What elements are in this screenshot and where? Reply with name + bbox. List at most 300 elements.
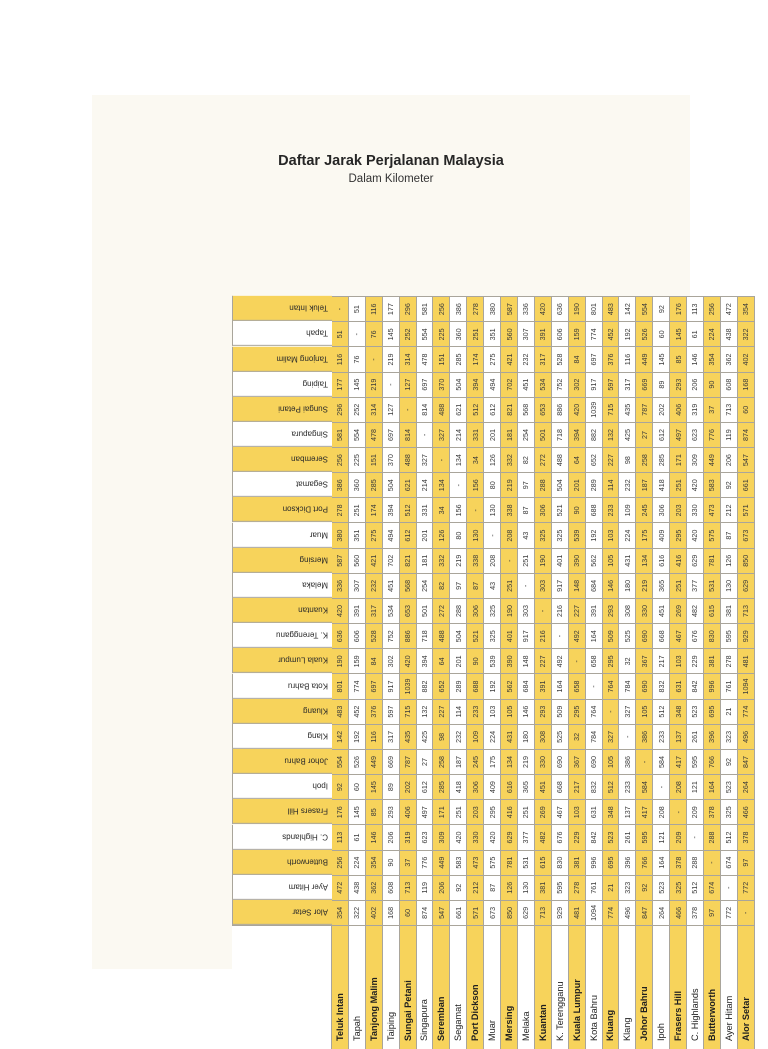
distance-cell: 713 <box>400 875 417 900</box>
distance-cell: 43 <box>518 523 535 548</box>
distance-cell: 781 <box>704 548 721 573</box>
distance-cell: 82 <box>433 573 450 598</box>
distance-cell: 381 <box>535 875 552 900</box>
distance-cell: 917 <box>383 673 400 698</box>
distance-cell: 376 <box>366 699 383 724</box>
distance-cell: 251 <box>450 799 467 824</box>
distance-cell: 214 <box>450 422 467 447</box>
distance-cell: 377 <box>518 824 535 849</box>
distance-cell: 636 <box>332 623 349 648</box>
distance-cell: 354 <box>332 900 349 925</box>
row-header-city: Muar <box>484 925 501 1049</box>
distance-cell: 772 <box>738 875 755 900</box>
distance-cell: 661 <box>450 900 467 925</box>
column-header-city: Kuantan <box>232 598 332 623</box>
distance-cell: 425 <box>417 724 434 749</box>
distance-cell: 201 <box>484 422 501 447</box>
distance-cell: 206 <box>433 875 450 900</box>
distance-cell: 584 <box>636 774 653 799</box>
distance-cell: 317 <box>366 598 383 623</box>
distance-cell: 483 <box>603 296 620 321</box>
distance-cell: 217 <box>569 774 586 799</box>
distance-cell: 526 <box>349 749 366 774</box>
distance-cell: 227 <box>535 648 552 673</box>
distance-cell: 176 <box>332 799 349 824</box>
distance-cell: 327 <box>417 447 434 472</box>
distance-cell: 362 <box>366 875 383 900</box>
distance-cell: 285 <box>653 447 670 472</box>
distance-cell: 497 <box>670 422 687 447</box>
distance-cell: 251 <box>501 573 518 598</box>
distance-cell: 690 <box>636 673 653 698</box>
distance-cell: 695 <box>603 850 620 875</box>
distance-cell: 351 <box>484 321 501 346</box>
distance-cell: 466 <box>670 900 687 925</box>
distance-cell: 583 <box>450 850 467 875</box>
row-header-city: Port Dickson <box>467 925 484 1049</box>
distance-cell: 119 <box>721 422 738 447</box>
distance-cell: 676 <box>552 824 569 849</box>
distance-cell: 142 <box>332 724 349 749</box>
distance-cell: 308 <box>619 598 636 623</box>
distance-cell: 285 <box>450 346 467 371</box>
distance-cell: 307 <box>349 573 366 598</box>
distance-cell: 126 <box>721 548 738 573</box>
distance-cell: 697 <box>383 422 400 447</box>
distance-cell: 203 <box>467 799 484 824</box>
distance-cell: 164 <box>653 850 670 875</box>
distance-cell: 114 <box>603 472 620 497</box>
distance-cell: 481 <box>569 900 586 925</box>
distance-cell: 416 <box>670 548 687 573</box>
distance-cell: 323 <box>721 724 738 749</box>
distance-cell: 269 <box>535 799 552 824</box>
distance-cell: 232 <box>619 472 636 497</box>
distance-cell: 629 <box>687 548 704 573</box>
distance-cell: 653 <box>400 598 417 623</box>
distance-cell: 164 <box>704 774 721 799</box>
distance-cell: 256 <box>332 850 349 875</box>
distance-cell: 190 <box>501 598 518 623</box>
distance-cell: 130 <box>721 573 738 598</box>
distance-cell: 386 <box>636 724 653 749</box>
distance-cell: 534 <box>383 598 400 623</box>
distance-cell: 92 <box>450 875 467 900</box>
row-header-city: Tanjong Malim <box>366 925 383 1049</box>
row-header-city: Seremban <box>433 925 450 1049</box>
distance-cell: 418 <box>653 472 670 497</box>
distance-cell: 381 <box>721 598 738 623</box>
distance-cell: 354 <box>704 346 721 371</box>
distance-cell: 261 <box>619 824 636 849</box>
distance-cell: 847 <box>636 900 653 925</box>
distance-cell: 92 <box>332 774 349 799</box>
distance-cell: 219 <box>383 346 400 371</box>
distance-cell: 801 <box>586 296 603 321</box>
distance-cell: 145 <box>349 372 366 397</box>
distance-cell: 295 <box>484 799 501 824</box>
distance-cell: 251 <box>467 321 484 346</box>
distance-cell: 449 <box>704 447 721 472</box>
distance-cell: 597 <box>383 699 400 724</box>
distance-cell: 146 <box>603 573 620 598</box>
row-header-city: K. Terengganu <box>552 925 569 1049</box>
distance-cell: 109 <box>619 497 636 522</box>
distance-cell: 449 <box>366 749 383 774</box>
distance-cell: 451 <box>383 573 400 598</box>
distance-cell: 452 <box>349 699 366 724</box>
distance-cell: 772 <box>721 900 738 925</box>
column-header-city: Klang <box>232 724 332 749</box>
distance-table-area <box>232 296 755 1049</box>
distance-cell: 309 <box>687 447 704 472</box>
distance-cell: 521 <box>467 623 484 648</box>
distance-cell: 336 <box>332 573 349 598</box>
distance-cell: 525 <box>552 724 569 749</box>
distance-cell: 814 <box>417 397 434 422</box>
distance-cell: 623 <box>417 824 434 849</box>
distance-cell: 32 <box>569 724 586 749</box>
distance-cell: 668 <box>653 623 670 648</box>
distance-cell: 171 <box>433 799 450 824</box>
distance-cell: 684 <box>586 573 603 598</box>
distance-cell: 254 <box>518 422 535 447</box>
distance-cell: 684 <box>518 673 535 698</box>
distance-cell: 581 <box>332 422 349 447</box>
distance-cell: 60 <box>400 900 417 925</box>
distance-cell: 752 <box>383 623 400 648</box>
distance-cell: 512 <box>400 497 417 522</box>
distance-cell: 145 <box>653 346 670 371</box>
distance-cell: 145 <box>670 321 687 346</box>
distance-cell: 629 <box>501 824 518 849</box>
distance-cell: 256 <box>704 296 721 321</box>
distance-cell: 674 <box>704 875 721 900</box>
distance-cell: 420 <box>332 598 349 623</box>
column-header-city: Butterworth <box>232 850 332 875</box>
distance-cell: 137 <box>619 799 636 824</box>
distance-cell: 229 <box>687 648 704 673</box>
distance-cell: 652 <box>433 673 450 698</box>
distance-cell: 451 <box>518 372 535 397</box>
distance-cell: 92 <box>636 875 653 900</box>
distance-cell: 293 <box>670 372 687 397</box>
distance-cell: 390 <box>501 648 518 673</box>
distance-cell: 391 <box>349 598 366 623</box>
distance-cell: 886 <box>400 623 417 648</box>
distance-cell: 307 <box>518 321 535 346</box>
distance-cell: 325 <box>670 875 687 900</box>
distance-cell: 416 <box>501 799 518 824</box>
distance-cell: 206 <box>383 824 400 849</box>
distance-cell: 512 <box>467 397 484 422</box>
distance-cell: 421 <box>501 346 518 371</box>
distance-cell: 492 <box>552 648 569 673</box>
distance-cell: 331 <box>417 497 434 522</box>
distance-cell: 60 <box>349 774 366 799</box>
distance-cell: 390 <box>569 548 586 573</box>
distance-cell: 302 <box>383 648 400 673</box>
distance-cell: 127 <box>400 372 417 397</box>
distance-cell: 449 <box>433 850 450 875</box>
distance-cell: 90 <box>569 497 586 522</box>
column-header-city: Alor Setar <box>232 900 332 925</box>
distance-cell: - <box>450 472 467 497</box>
distance-cell: 832 <box>586 774 603 799</box>
distance-cell: 354 <box>738 296 755 321</box>
distance-cell: 467 <box>670 623 687 648</box>
distance-cell: 612 <box>484 397 501 422</box>
distance-cell: 21 <box>721 699 738 724</box>
distance-cell: 97 <box>704 900 721 925</box>
distance-cell: 338 <box>467 548 484 573</box>
distance-cell: 523 <box>721 774 738 799</box>
distance-cell: 478 <box>366 422 383 447</box>
distance-cell: 219 <box>366 372 383 397</box>
distance-cell: 488 <box>433 397 450 422</box>
distance-cell: 418 <box>450 774 467 799</box>
distance-cell: 378 <box>687 900 704 925</box>
row-header-city: C. Highlands <box>687 925 704 1049</box>
distance-cell: 776 <box>417 850 434 875</box>
distance-cell: 338 <box>501 497 518 522</box>
distance-cell: 322 <box>738 321 755 346</box>
distance-cell: 348 <box>670 699 687 724</box>
distance-cell: 175 <box>484 749 501 774</box>
distance-cell: 224 <box>704 321 721 346</box>
row-header-city: Tapah <box>349 925 366 1049</box>
distance-cell: 145 <box>383 321 400 346</box>
distance-cell: 219 <box>636 573 653 598</box>
row-header-city: Kluang <box>603 925 620 1049</box>
distance-cell: 425 <box>619 422 636 447</box>
distance-cell: 203 <box>670 497 687 522</box>
column-header-city: Seremban <box>232 447 332 472</box>
distance-cell: 420 <box>484 824 501 849</box>
distance-cell: 497 <box>417 799 434 824</box>
distance-cell: 61 <box>687 321 704 346</box>
distance-cell: 219 <box>518 749 535 774</box>
distance-cell: 381 <box>704 648 721 673</box>
distance-cell: 494 <box>484 372 501 397</box>
distance-cell: 360 <box>349 472 366 497</box>
distance-cell: 847 <box>738 749 755 774</box>
distance-cell: 109 <box>467 724 484 749</box>
distance-cell: 306 <box>467 774 484 799</box>
distance-cell: 261 <box>687 724 704 749</box>
distance-cell: 451 <box>535 774 552 799</box>
distance-cell: 496 <box>738 724 755 749</box>
distance-cell: 597 <box>603 372 620 397</box>
distance-cell: 451 <box>653 598 670 623</box>
page-subtitle: Dalam Kilometer <box>348 173 434 185</box>
row-header-city: Singapura <box>417 925 434 1049</box>
distance-cell: 850 <box>501 900 518 925</box>
distance-cell: 51 <box>349 296 366 321</box>
distance-cell: - <box>636 749 653 774</box>
distance-cell: 245 <box>467 749 484 774</box>
distance-cell: 554 <box>332 749 349 774</box>
row-header-city: Kuantan <box>535 925 552 1049</box>
distance-cell: 92 <box>653 296 670 321</box>
distance-cell: 528 <box>366 623 383 648</box>
distance-cell: 233 <box>467 699 484 724</box>
distance-cell: 481 <box>738 648 755 673</box>
distance-cell: 288 <box>687 850 704 875</box>
distance-cell: 438 <box>349 875 366 900</box>
distance-cell: 531 <box>704 573 721 598</box>
column-header-city: C. Highlands <box>232 824 332 849</box>
distance-cell: - <box>417 422 434 447</box>
distance-cell: 275 <box>366 523 383 548</box>
distance-cell: 473 <box>704 497 721 522</box>
distance-cell: 996 <box>586 850 603 875</box>
row-header-city: Ipoh <box>653 925 670 1049</box>
row-header-city: Teluk Intan <box>332 925 349 1049</box>
distance-cell: 420 <box>535 296 552 321</box>
distance-table <box>232 296 755 1049</box>
distance-cell: 97 <box>738 850 755 875</box>
distance-cell: 531 <box>518 850 535 875</box>
distance-cell: 105 <box>501 699 518 724</box>
distance-cell: 303 <box>518 598 535 623</box>
distance-cell: 34 <box>433 497 450 522</box>
distance-cell: 212 <box>721 497 738 522</box>
distance-cell: 466 <box>738 799 755 824</box>
distance-cell: 365 <box>653 573 670 598</box>
distance-cell: 661 <box>738 472 755 497</box>
distance-cell: 134 <box>501 749 518 774</box>
distance-cell: 209 <box>687 799 704 824</box>
distance-cell: 80 <box>484 472 501 497</box>
row-header-city: Taiping <box>383 925 400 1049</box>
distance-cell: 317 <box>619 372 636 397</box>
distance-cell: 587 <box>332 548 349 573</box>
distance-cell: 615 <box>535 850 552 875</box>
distance-cell: 229 <box>569 824 586 849</box>
distance-cell: - <box>535 598 552 623</box>
distance-cell: 164 <box>586 623 603 648</box>
distance-cell: 190 <box>569 296 586 321</box>
row-header-city: Melaka <box>518 925 535 1049</box>
distance-cell: 612 <box>653 422 670 447</box>
distance-cell: 581 <box>417 296 434 321</box>
distance-cell: 673 <box>484 900 501 925</box>
distance-cell: 784 <box>619 673 636 698</box>
distance-cell: 830 <box>704 623 721 648</box>
distance-cell: 85 <box>366 799 383 824</box>
distance-cell: 669 <box>636 372 653 397</box>
distance-cell: 151 <box>433 346 450 371</box>
distance-cell: 119 <box>417 875 434 900</box>
distance-cell: 832 <box>653 673 670 698</box>
distance-cell: 774 <box>603 900 620 925</box>
distance-cell: 278 <box>332 497 349 522</box>
distance-cell: 105 <box>636 699 653 724</box>
distance-cell: 146 <box>366 824 383 849</box>
distance-cell: 787 <box>636 397 653 422</box>
distance-cell: 251 <box>349 497 366 522</box>
distance-cell: 842 <box>586 824 603 849</box>
distance-cell: 523 <box>603 824 620 849</box>
distance-cell: 380 <box>484 296 501 321</box>
distance-cell: 325 <box>552 523 569 548</box>
row-header-city: Alor Setar <box>738 925 755 1049</box>
distance-cell: 1039 <box>586 397 603 422</box>
column-header-city: Kluang <box>232 699 332 724</box>
distance-cell: 473 <box>467 850 484 875</box>
distance-cell: - <box>400 397 417 422</box>
distance-cell: 156 <box>467 472 484 497</box>
distance-cell: 168 <box>383 900 400 925</box>
distance-cell: 568 <box>400 573 417 598</box>
distance-cell: 89 <box>383 774 400 799</box>
distance-cell: 132 <box>603 422 620 447</box>
distance-cell: 713 <box>721 397 738 422</box>
row-header-city: Johor Bahru <box>636 925 653 1049</box>
distance-cell: 278 <box>721 648 738 673</box>
distance-cell: 302 <box>569 372 586 397</box>
distance-cell: 278 <box>569 875 586 900</box>
distance-cell: 420 <box>687 523 704 548</box>
distance-cell: 227 <box>433 699 450 724</box>
distance-cell: 252 <box>349 397 366 422</box>
distance-cell: 225 <box>433 321 450 346</box>
distance-cell: 547 <box>433 900 450 925</box>
distance-cell: 296 <box>332 397 349 422</box>
distance-cell: 319 <box>687 397 704 422</box>
distance-cell: - <box>518 573 535 598</box>
distance-cell: 386 <box>619 749 636 774</box>
distance-cell: 206 <box>687 372 704 397</box>
distance-cell: 715 <box>603 397 620 422</box>
distance-cell: 523 <box>687 699 704 724</box>
distance-cell: 288 <box>704 824 721 849</box>
distance-cell: 761 <box>721 673 738 698</box>
distance-cell: 606 <box>552 321 569 346</box>
distance-cell: 391 <box>586 598 603 623</box>
distance-cell: 702 <box>383 548 400 573</box>
distance-cell: 252 <box>400 321 417 346</box>
distance-cell: 145 <box>349 799 366 824</box>
distance-cell: 103 <box>670 648 687 673</box>
row-header-city: Ayer Hitam <box>721 925 738 1049</box>
distance-cell: 27 <box>636 422 653 447</box>
distance-cell: 289 <box>450 673 467 698</box>
distance-cell: 697 <box>366 673 383 698</box>
distance-cell: 697 <box>586 346 603 371</box>
distance-cell: 159 <box>569 321 586 346</box>
distance-cell: 482 <box>535 824 552 849</box>
distance-cell: 568 <box>518 397 535 422</box>
distance-cell: 690 <box>636 623 653 648</box>
distance-cell: 176 <box>670 296 687 321</box>
distance-cell: 323 <box>619 875 636 900</box>
distance-cell: 525 <box>619 623 636 648</box>
distance-cell: 882 <box>586 422 603 447</box>
distance-cell: - <box>366 346 383 371</box>
column-header-city: Singapura <box>232 422 332 447</box>
distance-cell: 314 <box>366 397 383 422</box>
distance-cell: 386 <box>332 472 349 497</box>
distance-cell: - <box>501 548 518 573</box>
distance-cell: 554 <box>636 296 653 321</box>
distance-cell: 251 <box>518 548 535 573</box>
distance-cell: 192 <box>586 523 603 548</box>
distance-cell: 87 <box>518 497 535 522</box>
distance-cell: 472 <box>332 875 349 900</box>
distance-cell: 317 <box>383 724 400 749</box>
